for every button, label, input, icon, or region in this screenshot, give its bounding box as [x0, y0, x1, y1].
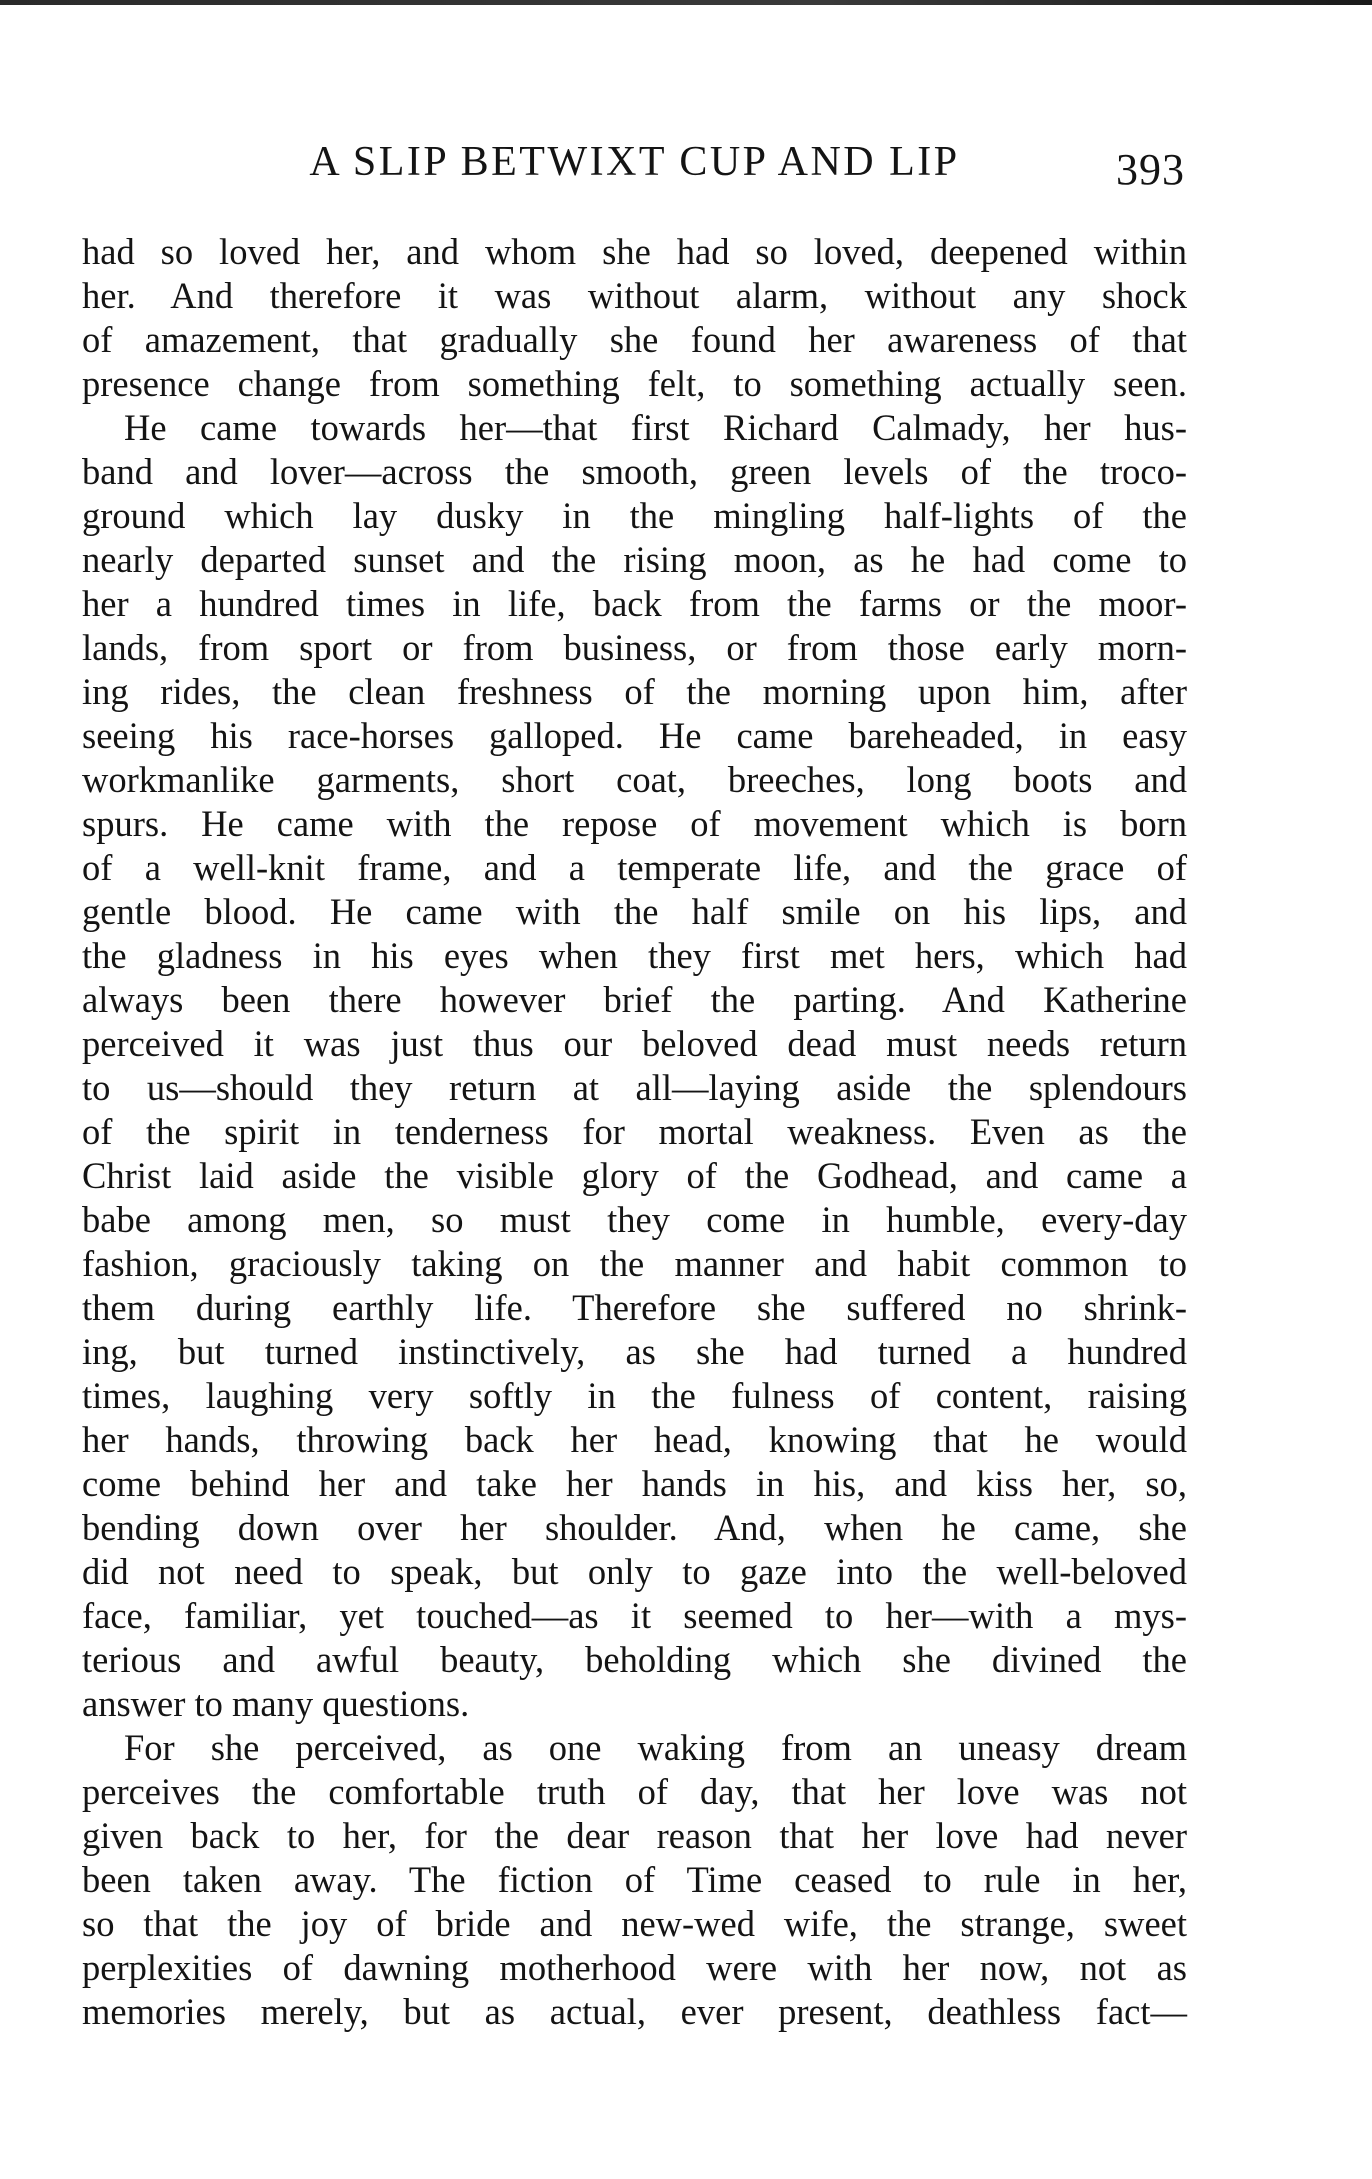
text-line: ground which lay dusky in the mingling half-lights of the: [82, 495, 1187, 536]
text-line: ing, but turned instinctively, as she had turned a hundred: [82, 1331, 1187, 1372]
text-line: perplexities of dawning motherhood were with her now, not as: [82, 1947, 1187, 1988]
text-line: face, familiar, yet touched—as it seemed to her—with a mys-: [82, 1595, 1187, 1636]
text-line: terious and awful beauty, beholding which she divined the: [82, 1639, 1187, 1680]
text-line: come behind her and take her hands in his, and kiss her, so,: [82, 1463, 1187, 1504]
text-line: given back to her, for the dear reason that her love had never: [82, 1815, 1187, 1856]
text-line: the gladness in his eyes when they first met hers, which had: [82, 935, 1187, 976]
text-line: ing rides, the clean freshness of the morning upon him, after: [82, 671, 1187, 712]
text-line: Christ laid aside the visible glory of the Godhead, and came a: [82, 1155, 1187, 1196]
text-line: her a hundred times in life, back from the farms or the moor-: [82, 583, 1187, 624]
text-line: of a well-knit frame, and a temperate life, and the grace of: [82, 847, 1187, 888]
text-line: so that the joy of bride and new-wed wife, the strange, sweet: [82, 1903, 1187, 1944]
text-line: gentle blood. He came with the half smile on his lips, and: [82, 891, 1187, 932]
body-text: [82, 230, 1187, 2034]
text-line: band and lover—across the smooth, green levels of the troco-: [82, 451, 1187, 492]
page-number: 393: [1116, 145, 1185, 194]
text-line: to us—should they return at all—laying aside the splendours: [82, 1067, 1187, 1108]
text-line: them during earthly life. Therefore she suffered no shrink-: [82, 1287, 1187, 1328]
text-line: seeing his race-horses galloped. He came bareheaded, in easy: [82, 715, 1187, 756]
text-line: He came towards her—that first Richard Calmady, her hus-: [124, 407, 1187, 448]
text-line: spurs. He came with the repose of movement which is born: [82, 803, 1187, 844]
text-line: did not need to speak, but only to gaze into the well-beloved: [82, 1551, 1187, 1592]
text-line: presence change from something felt, to something actually seen.: [82, 363, 1187, 404]
running-title: A SLIP BETWIXT CUP AND LIP: [309, 139, 960, 185]
text-line: For she perceived, as one waking from an uneasy dream: [124, 1727, 1187, 1768]
text-line: perceives the comfortable truth of day, that her love was not: [82, 1771, 1187, 1812]
text-line: had so loved her, and whom she had so loved, deepened within: [82, 231, 1187, 272]
text-line: babe among men, so must they come in humble, every-day: [82, 1199, 1187, 1240]
text-line: always been there however brief the parting. And Katherine: [82, 979, 1187, 1020]
page-header: [82, 132, 1187, 202]
text-line: nearly departed sunset and the rising moon, as he had come to: [82, 539, 1187, 580]
page-top-edge: [0, 0, 1372, 5]
text-line: answer to many questions.: [82, 1683, 470, 1724]
text-line: memories merely, but as actual, ever present, deathless fact—: [82, 1991, 1187, 2032]
text-line: times, laughing very softly in the fulness of content, raising: [82, 1375, 1187, 1416]
text-line: of the spirit in tenderness for mortal weakness. Even as the: [82, 1111, 1187, 1152]
text-line: been taken away. The fiction of Time ceased to rule in her,: [82, 1859, 1187, 1900]
text-line: perceived it was just thus our beloved dead must needs return: [82, 1023, 1187, 1064]
text-line: her. And therefore it was without alarm, without any shock: [82, 275, 1187, 316]
text-line: lands, from sport or from business, or from those early morn-: [82, 627, 1187, 668]
text-line: workmanlike garments, short coat, breeches, long boots and: [82, 759, 1187, 800]
text-line: fashion, graciously taking on the manner and habit common to: [82, 1243, 1187, 1284]
text-line: her hands, throwing back her head, knowing that he would: [82, 1419, 1187, 1460]
text-line: bending down over her shoulder. And, when he came, she: [82, 1507, 1187, 1548]
text-line: of amazement, that gradually she found her awareness of that: [82, 319, 1187, 360]
